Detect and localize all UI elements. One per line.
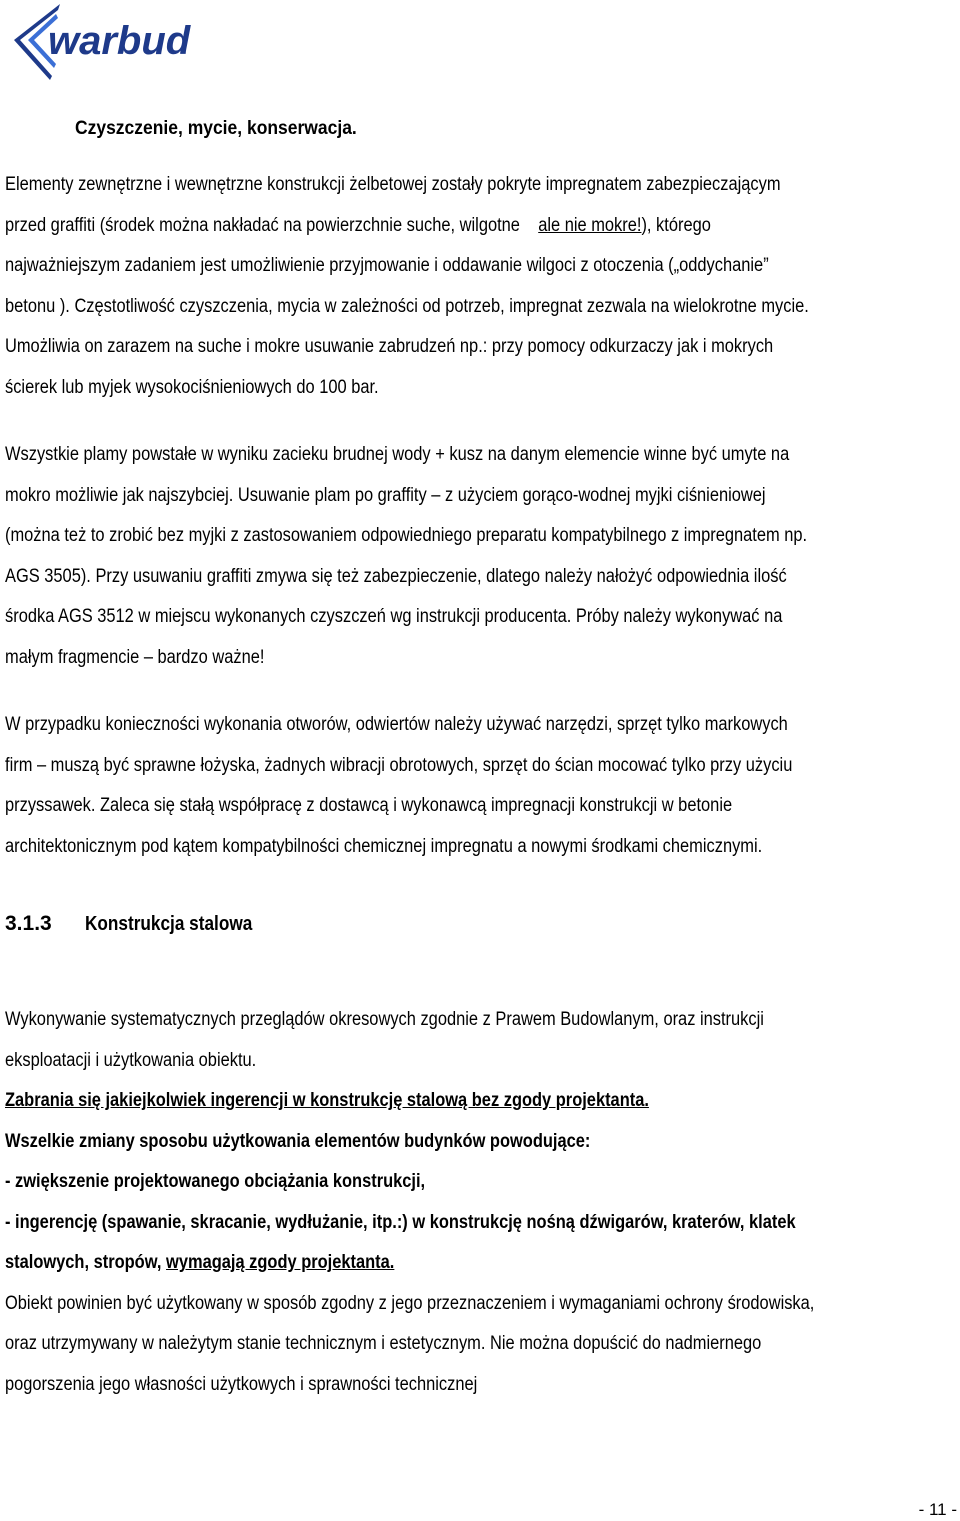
- section-number: 3.1.3: [5, 912, 52, 935]
- bullet-item: - ingerencję (spawanie, skracanie, wydłużanie, itp.:) w konstrukcję nośną dźwigarów, kraterów, klatek: [5, 1211, 796, 1233]
- paragraph-stains: [5, 435, 960, 678]
- paragraph-cleaning: [5, 165, 960, 408]
- section-title: [5, 912, 280, 936]
- text-line: Umożliwia on zarazem na suche i mokre usuwanie zabrudzeń np.: przy pomocy odkurzaczy jak i mokrych: [5, 336, 774, 357]
- text-line: Obiekt powinien być użytkowany w sposób zgodny z jego przeznaczeniem i wymaganiami ochrony środowiska,: [5, 1292, 815, 1314]
- text-line: małym fragmencie – bardzo ważne!: [5, 646, 265, 668]
- bullet-item: - zwiększenie projektowanego obciążania konstrukcji,: [5, 1171, 426, 1192]
- paragraph-drilling: [5, 705, 960, 867]
- page-number: - 11 -: [918, 1500, 957, 1519]
- text-line: przed graffiti (środek można nakładać na powierzchnie suche, wilgotne ale nie mokre!), którego: [5, 214, 711, 236]
- text-line: architektonicznym pod kątem kompatybilności chemicznej impregnatu a nowymi środkami chemicznymi.: [5, 835, 763, 857]
- warbud-logo: [8, 0, 248, 86]
- warbud-logo-graphic: [8, 0, 248, 86]
- text-line: oraz utrzymywany w należytym stanie technicznym i estetycznym. Nie można dopuścić do nadmiernego: [5, 1333, 762, 1354]
- text-line: W przypadku konieczności wykonania otworów, odwiertów należy używać narzędzi, sprzęt tylko markowych: [5, 714, 788, 735]
- text-line: eksploatacji i użytkowania obiektu.: [5, 1049, 257, 1071]
- text-line: pogorszenia jego własności użytkowych i sprawności technicznej: [5, 1373, 478, 1395]
- logo-text: warbud: [48, 19, 191, 63]
- text-line: Wykonywanie systematycznych przeglądów okresowych zgodnie z Prawem Budowlanym, oraz instrukcji: [5, 1009, 764, 1030]
- text-line: betonu ). Częstotliwość czyszczenia, mycia w zależności od potrzeb, impregnat zezwala na wielokrotne mycie.: [5, 295, 809, 317]
- text-line: środka AGS 3512 w miejscu wykonanych czyszczeń wg instrukcji producenta. Próby należy wykonywać na: [5, 606, 783, 627]
- underlined-text: wymagają zgody projektanta.: [166, 1252, 395, 1273]
- underlined-text: ale nie mokre!: [538, 214, 642, 236]
- text-line: (można też to zrobić bez myjki z zastosowaniem odpowiedniego preparatu kompatybilnego z impregnatem np.: [5, 525, 808, 546]
- text-line: ścierek lub myjek wysokociśnieniowych do 100 bar.: [5, 376, 379, 398]
- section-heading: Czyszczenie, mycie, konserwacja.: [75, 118, 357, 139]
- text-line: najważniejszym zadaniem jest umożliwienie przyjmowanie i oddawanie wilgoci z otoczenia („oddychanie”: [5, 255, 769, 276]
- text-line: przyssawek. Zaleca się stałą współpracę z dostawcą i wykonawcą impregnacji konstrukcji w betonie: [5, 795, 733, 816]
- bullet-item-continuation: stalowych, stropów, wymagają zgody projektanta.: [5, 1252, 395, 1273]
- changes-intro: Wszelkie zmiany sposobu użytkowania elementów budynków powodujące:: [5, 1130, 591, 1152]
- warning-text: Zabrania się jakiejkolwiek ingerencji w konstrukcję stalową bez zgody projektanta.: [5, 1090, 649, 1111]
- text-line: firm – muszą być sprawne łożyska, żadnych wibracji obrotowych, sprzęt do ścian mocować tylko przy użyciu: [5, 754, 793, 776]
- text-line: AGS 3505). Przy usuwaniu graffiti zmywa się też zabezpieczenie, dlatego należy nałożyć odpowiednia ilość: [5, 565, 787, 587]
- section-title-text: Konstrukcja stalowa: [85, 913, 253, 935]
- paragraph-inspections: [5, 1000, 960, 1405]
- text-line: Wszystkie plamy powstałe w wyniku zacieku brudnej wody + kusz na danym elemencie winne być umyte na: [5, 444, 790, 465]
- text-line: mokro możliwie jak najszybciej. Usuwanie plam po graffity – z użyciem gorąco-wodnej myjki ciśnieniowej: [5, 484, 766, 506]
- text-line: Elementy zewnętrzne i wewnętrzne konstrukcji żelbetowej zostały pokryte impregnatem zabezpieczającym: [5, 174, 781, 195]
